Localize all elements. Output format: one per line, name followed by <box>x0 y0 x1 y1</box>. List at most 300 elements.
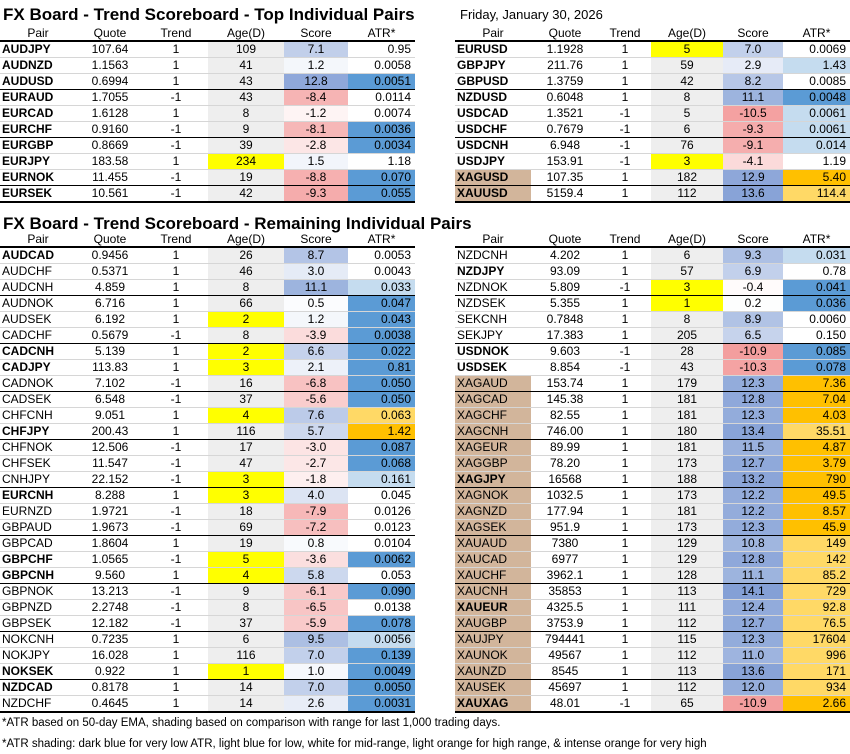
pair-cell: GBPNZD <box>0 600 76 616</box>
table-row <box>0 408 415 424</box>
pair-cell: NZDUSD <box>455 90 531 106</box>
table-row <box>0 74 415 90</box>
score-cell: 12.8 <box>284 74 348 90</box>
table-row <box>0 424 415 440</box>
table-row <box>455 632 850 648</box>
header-row <box>455 232 850 247</box>
quote-cell: 6.192 <box>76 312 144 328</box>
quote-cell: 49567 <box>531 648 599 664</box>
atr-cell: 0.047 <box>348 296 415 312</box>
atr-header: ATR* <box>348 26 415 41</box>
pair-cell: XAGEUR <box>455 440 531 456</box>
quote-cell: 16.028 <box>76 648 144 664</box>
pair-cell: AUDCNH <box>0 280 76 296</box>
trend-cell: 1 <box>599 456 651 472</box>
table-row <box>455 536 850 552</box>
trend-cell: 1 <box>144 536 208 552</box>
trend-cell: -1 <box>144 552 208 568</box>
trend-cell: 1 <box>599 648 651 664</box>
atr-cell: 49.5 <box>783 488 850 504</box>
atr-cell: 0.078 <box>348 616 415 632</box>
age-cell: 234 <box>208 154 284 170</box>
age-cell: 3 <box>651 154 723 170</box>
trend-cell: 1 <box>599 41 651 58</box>
atr-cell: 0.050 <box>348 376 415 392</box>
table-row <box>0 456 415 472</box>
trend-cell: 1 <box>144 280 208 296</box>
quote-cell: 45697 <box>531 680 599 696</box>
quote-cell: 153.74 <box>531 376 599 392</box>
quote-cell: 3753.9 <box>531 616 599 632</box>
trend-cell: -1 <box>599 154 651 170</box>
quote-cell: 1.8604 <box>76 536 144 552</box>
age-cell: 8 <box>651 312 723 328</box>
score-cell: 14.1 <box>723 584 783 600</box>
age-cell: 181 <box>651 392 723 408</box>
pair-cell: XAUCHF <box>455 568 531 584</box>
score-cell: 1.2 <box>284 58 348 74</box>
atr-cell: 3.79 <box>783 456 850 472</box>
table-row <box>0 472 415 488</box>
pair-cell: EURJPY <box>0 154 76 170</box>
trend-cell: 1 <box>599 408 651 424</box>
pair-cell: CADCNH <box>0 344 76 360</box>
trend-header: Trend <box>144 232 208 247</box>
table-row <box>455 122 850 138</box>
pair-cell: XAUNZD <box>455 664 531 680</box>
pair-cell: EURUSD <box>455 41 531 58</box>
pair-cell: EURCNH <box>0 488 76 504</box>
trend-cell: 1 <box>599 584 651 600</box>
atr-cell: 0.0036 <box>348 122 415 138</box>
atr-cell: 0.0123 <box>348 520 415 536</box>
atr-cell: 0.0074 <box>348 106 415 122</box>
table-row <box>455 280 850 296</box>
quote-cell: 9.560 <box>76 568 144 584</box>
trend-cell: -1 <box>144 440 208 456</box>
atr-cell: 0.033 <box>348 280 415 296</box>
pair-cell: EURNOK <box>0 170 76 186</box>
atr-cell: 0.0058 <box>348 58 415 74</box>
table-row <box>0 632 415 648</box>
trend-cell: 1 <box>144 696 208 713</box>
pair-cell: EURAUD <box>0 90 76 106</box>
atr-header: ATR* <box>783 232 850 247</box>
atr-cell: 0.0062 <box>348 552 415 568</box>
atr-cell: 0.085 <box>783 344 850 360</box>
table-row <box>0 520 415 536</box>
age-cell: 112 <box>651 680 723 696</box>
atr-cell: 149 <box>783 536 850 552</box>
atr-cell: 1.19 <box>783 154 850 170</box>
pair-cell: USDJPY <box>455 154 531 170</box>
quote-cell: 12.182 <box>76 616 144 632</box>
trend-cell: -1 <box>144 504 208 520</box>
pair-cell: CADSEK <box>0 392 76 408</box>
atr-cell: 0.031 <box>783 247 850 264</box>
trend-cell: -1 <box>144 376 208 392</box>
table-row <box>455 392 850 408</box>
trend-cell: 1 <box>144 58 208 74</box>
trend-cell: 1 <box>144 264 208 280</box>
quote-cell: 8.288 <box>76 488 144 504</box>
atr-cell: 76.5 <box>783 616 850 632</box>
atr-cell: 2.66 <box>783 696 850 713</box>
pair-cell: XAGCNH <box>455 424 531 440</box>
pair-cell: NZDCHF <box>0 696 76 713</box>
age-cell: 43 <box>208 74 284 90</box>
table-row <box>0 296 415 312</box>
header-row <box>0 232 415 247</box>
remaining-pairs-table-right <box>455 232 850 713</box>
age-cell: 205 <box>651 328 723 344</box>
atr-cell: 5.40 <box>783 170 850 186</box>
score-cell: 0.5 <box>284 296 348 312</box>
header-row <box>455 26 850 41</box>
quote-cell: 9.603 <box>531 344 599 360</box>
pair-cell: EURCAD <box>0 106 76 122</box>
score-cell: 12.7 <box>723 616 783 632</box>
age-cell: 3 <box>208 472 284 488</box>
score-cell: 12.3 <box>723 520 783 536</box>
pair-cell: CHFNOK <box>0 440 76 456</box>
score-cell: 12.7 <box>723 456 783 472</box>
score-header: Score <box>284 26 348 41</box>
atr-cell: 0.0061 <box>783 122 850 138</box>
quote-cell: 177.94 <box>531 504 599 520</box>
trend-header: Trend <box>599 26 651 41</box>
atr-cell: 4.87 <box>783 440 850 456</box>
atr-cell: 1.43 <box>783 58 850 74</box>
table-row <box>0 504 415 520</box>
trend-cell: -1 <box>599 122 651 138</box>
atr-cell: 0.0034 <box>348 138 415 154</box>
quote-cell: 9.051 <box>76 408 144 424</box>
quote-cell: 107.64 <box>76 41 144 58</box>
atr-cell: 0.070 <box>348 170 415 186</box>
age-header: Age(D) <box>651 26 723 41</box>
atr-cell: 1.18 <box>348 154 415 170</box>
table-row <box>455 74 850 90</box>
age-cell: 42 <box>208 186 284 203</box>
trend-cell: -1 <box>144 600 208 616</box>
pair-header: Pair <box>0 232 76 247</box>
age-cell: 17 <box>208 440 284 456</box>
score-cell: 11.5 <box>723 440 783 456</box>
trend-cell: 1 <box>599 170 651 186</box>
age-cell: 8 <box>208 328 284 344</box>
trend-cell: 1 <box>599 74 651 90</box>
table-row <box>455 520 850 536</box>
quote-cell: 0.5371 <box>76 264 144 280</box>
atr-cell: 0.0056 <box>348 632 415 648</box>
pair-cell: XAUCNH <box>455 584 531 600</box>
atr-cell: 0.161 <box>348 472 415 488</box>
score-cell: 9.5 <box>284 632 348 648</box>
age-cell: 42 <box>651 74 723 90</box>
table-row <box>455 376 850 392</box>
quote-cell: 8545 <box>531 664 599 680</box>
score-cell: 8.7 <box>284 247 348 264</box>
age-cell: 179 <box>651 376 723 392</box>
pair-cell: NOKSEK <box>0 664 76 680</box>
age-cell: 8 <box>208 600 284 616</box>
atr-cell: 0.0038 <box>348 328 415 344</box>
quote-cell: 6977 <box>531 552 599 568</box>
trend-cell: 1 <box>144 296 208 312</box>
table-row <box>0 90 415 106</box>
score-cell: 12.4 <box>723 600 783 616</box>
score-cell: 0.8 <box>284 536 348 552</box>
atr-cell: 0.043 <box>348 312 415 328</box>
trend-cell: 1 <box>599 520 651 536</box>
score-cell: 12.8 <box>723 392 783 408</box>
pair-cell: EURNZD <box>0 504 76 520</box>
quote-cell: 17.383 <box>531 328 599 344</box>
score-cell: 12.3 <box>723 408 783 424</box>
trend-cell: -1 <box>144 616 208 632</box>
atr-cell: 0.036 <box>783 296 850 312</box>
quote-cell: 4.202 <box>531 247 599 264</box>
age-cell: 1 <box>208 664 284 680</box>
trend-cell: 1 <box>599 664 651 680</box>
score-cell: -10.5 <box>723 106 783 122</box>
atr-header: ATR* <box>783 26 850 41</box>
age-cell: 112 <box>651 186 723 203</box>
table-row <box>455 90 850 106</box>
age-cell: 180 <box>651 424 723 440</box>
trend-cell: 1 <box>144 247 208 264</box>
table-row <box>455 170 850 186</box>
quote-cell: 7.102 <box>76 376 144 392</box>
quote-header: Quote <box>76 232 144 247</box>
score-cell: -1.2 <box>284 106 348 122</box>
score-cell: 2.6 <box>284 696 348 713</box>
pair-cell: AUDCAD <box>0 247 76 264</box>
pair-cell: XAUJPY <box>455 632 531 648</box>
table-row <box>455 247 850 264</box>
atr-cell: 0.0061 <box>783 106 850 122</box>
pair-cell: CADJPY <box>0 360 76 376</box>
age-cell: 6 <box>651 122 723 138</box>
atr-cell: 0.0138 <box>348 600 415 616</box>
table-row <box>0 122 415 138</box>
pair-cell: XAGNZD <box>455 504 531 520</box>
pair-cell: XAUAUD <box>455 536 531 552</box>
atr-cell: 7.04 <box>783 392 850 408</box>
atr-cell: 0.0085 <box>783 74 850 90</box>
trend-cell: -1 <box>144 90 208 106</box>
atr-cell: 0.139 <box>348 648 415 664</box>
age-cell: 181 <box>651 408 723 424</box>
trend-cell: 1 <box>599 616 651 632</box>
score-cell: 13.4 <box>723 424 783 440</box>
age-cell: 9 <box>208 122 284 138</box>
score-cell: -5.6 <box>284 392 348 408</box>
score-cell: 6.5 <box>723 328 783 344</box>
pair-cell: CADNOK <box>0 376 76 392</box>
trend-cell: -1 <box>144 456 208 472</box>
age-cell: 26 <box>208 247 284 264</box>
quote-cell: 0.6994 <box>76 74 144 90</box>
top-pairs-table-left <box>0 26 415 203</box>
trend-cell: -1 <box>144 472 208 488</box>
pair-cell: NZDSEK <box>455 296 531 312</box>
trend-header: Trend <box>144 26 208 41</box>
score-cell: -5.9 <box>284 616 348 632</box>
score-cell: 13.6 <box>723 186 783 203</box>
pair-cell: SEKJPY <box>455 328 531 344</box>
pair-cell: AUDUSD <box>0 74 76 90</box>
trend-cell: 1 <box>144 424 208 440</box>
atr-cell: 0.068 <box>348 456 415 472</box>
pair-cell: EURGBP <box>0 138 76 154</box>
score-cell: 12.0 <box>723 680 783 696</box>
trend-cell: 1 <box>599 424 651 440</box>
atr-cell: 0.045 <box>348 488 415 504</box>
score-cell: 11.0 <box>723 648 783 664</box>
table-row <box>0 568 415 584</box>
atr-cell: 0.0051 <box>348 74 415 90</box>
trend-cell: 1 <box>599 58 651 74</box>
score-cell: -10.9 <box>723 344 783 360</box>
age-cell: 113 <box>651 584 723 600</box>
trend-cell: -1 <box>599 280 651 296</box>
quote-cell: 11.547 <box>76 456 144 472</box>
header-row <box>0 26 415 41</box>
quote-cell: 0.7679 <box>531 122 599 138</box>
score-cell: 12.9 <box>723 170 783 186</box>
pair-cell: XAUSEK <box>455 680 531 696</box>
table-row <box>0 328 415 344</box>
table-row <box>455 600 850 616</box>
quote-cell: 12.506 <box>76 440 144 456</box>
table-row <box>0 344 415 360</box>
table-row <box>455 154 850 170</box>
table-row <box>455 424 850 440</box>
quote-cell: 3962.1 <box>531 568 599 584</box>
score-cell: -3.9 <box>284 328 348 344</box>
atr-cell: 0.150 <box>783 328 850 344</box>
trend-cell: 1 <box>599 600 651 616</box>
score-cell: 10.8 <box>723 536 783 552</box>
table-row <box>0 312 415 328</box>
trend-cell: 1 <box>144 568 208 584</box>
quote-header: Quote <box>531 26 599 41</box>
age-cell: 69 <box>208 520 284 536</box>
score-cell: 1.2 <box>284 312 348 328</box>
score-cell: 2.9 <box>723 58 783 74</box>
trend-cell: 1 <box>599 247 651 264</box>
atr-cell: 17604 <box>783 632 850 648</box>
table-row <box>455 328 850 344</box>
quote-cell: 82.55 <box>531 408 599 424</box>
age-cell: 4 <box>208 408 284 424</box>
trend-cell: -1 <box>144 186 208 203</box>
quote-cell: 0.5679 <box>76 328 144 344</box>
score-cell: -3.0 <box>284 440 348 456</box>
age-cell: 1 <box>651 296 723 312</box>
table-row <box>455 696 850 713</box>
atr-cell: 0.0049 <box>348 664 415 680</box>
age-cell: 5 <box>651 41 723 58</box>
score-cell: 6.6 <box>284 344 348 360</box>
pair-cell: GBPSEK <box>0 616 76 632</box>
atr-cell: 35.51 <box>783 424 850 440</box>
age-cell: 173 <box>651 488 723 504</box>
score-cell: 8.2 <box>723 74 783 90</box>
quote-cell: 6.548 <box>76 392 144 408</box>
pair-cell: NZDJPY <box>455 264 531 280</box>
trend-cell: 1 <box>599 376 651 392</box>
score-cell: -8.8 <box>284 170 348 186</box>
quote-cell: 183.58 <box>76 154 144 170</box>
score-cell: 12.2 <box>723 488 783 504</box>
trend-cell: 1 <box>599 296 651 312</box>
atr-cell: 0.0053 <box>348 247 415 264</box>
table-row <box>455 296 850 312</box>
score-cell: -8.4 <box>284 90 348 106</box>
score-cell: -0.4 <box>723 280 783 296</box>
table-row <box>455 440 850 456</box>
trend-cell: 1 <box>599 680 651 696</box>
trend-cell: 1 <box>599 536 651 552</box>
age-cell: 43 <box>208 90 284 106</box>
quote-cell: 1.1563 <box>76 58 144 74</box>
score-cell: 13.2 <box>723 472 783 488</box>
age-cell: 112 <box>651 648 723 664</box>
table-row <box>0 696 415 713</box>
age-cell: 5 <box>208 552 284 568</box>
quote-cell: 5.139 <box>76 344 144 360</box>
table-row <box>455 504 850 520</box>
pair-cell: GBPAUD <box>0 520 76 536</box>
quote-cell: 746.00 <box>531 424 599 440</box>
score-cell: 0.2 <box>723 296 783 312</box>
atr-cell: 4.03 <box>783 408 850 424</box>
age-cell: 28 <box>651 344 723 360</box>
score-header: Score <box>723 26 783 41</box>
score-cell: -1.8 <box>284 472 348 488</box>
atr-cell: 0.078 <box>783 360 850 376</box>
table-row <box>455 680 850 696</box>
pair-header: Pair <box>455 26 531 41</box>
score-cell: 9.3 <box>723 247 783 264</box>
atr-cell: 45.9 <box>783 520 850 536</box>
quote-cell: 8.854 <box>531 360 599 376</box>
quote-cell: 0.7848 <box>531 312 599 328</box>
quote-cell: 1.3759 <box>531 74 599 90</box>
atr-cell: 7.36 <box>783 376 850 392</box>
table-row <box>455 58 850 74</box>
trend-cell: -1 <box>599 138 651 154</box>
quote-cell: 5.355 <box>531 296 599 312</box>
atr-cell: 142 <box>783 552 850 568</box>
pair-cell: XAGCHF <box>455 408 531 424</box>
score-cell: 2.1 <box>284 360 348 376</box>
pair-cell: USDCHF <box>455 122 531 138</box>
score-cell: 7.0 <box>723 41 783 58</box>
atr-header: ATR* <box>348 232 415 247</box>
age-cell: 129 <box>651 536 723 552</box>
pair-cell: AUDCHF <box>0 264 76 280</box>
age-cell: 181 <box>651 504 723 520</box>
quote-cell: 211.76 <box>531 58 599 74</box>
table-row <box>0 41 415 58</box>
score-cell: 13.6 <box>723 664 783 680</box>
trend-cell: -1 <box>599 696 651 713</box>
quote-cell: 16568 <box>531 472 599 488</box>
